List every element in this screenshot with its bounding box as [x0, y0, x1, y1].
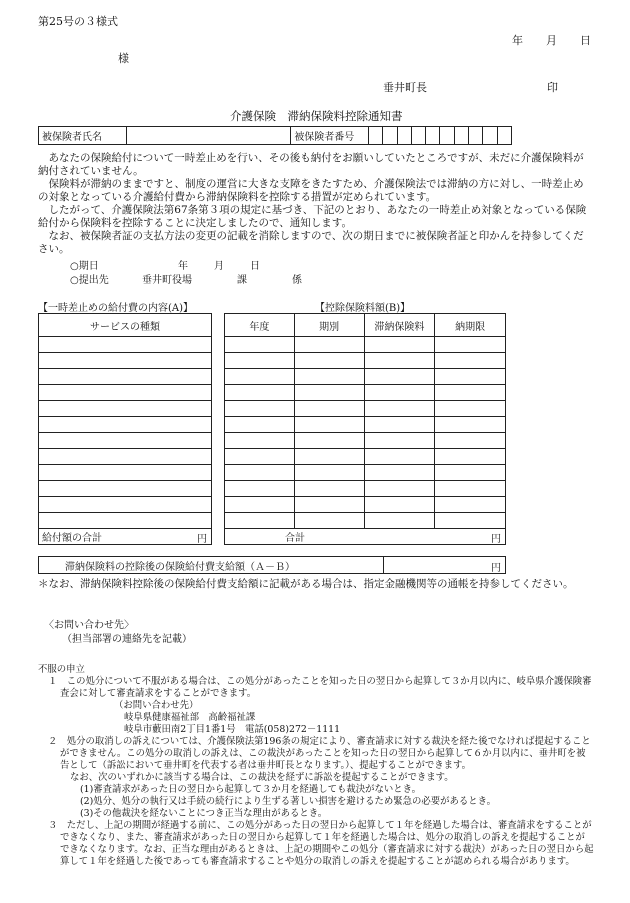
insured-number-digit	[454, 127, 468, 145]
table-b-cell	[364, 401, 435, 417]
table-b-cell	[225, 465, 295, 481]
table-b-cell	[294, 449, 364, 465]
submit-label: ○提出先	[70, 275, 109, 286]
objection-contact-title: （お問い合わせ先）	[114, 700, 199, 711]
objection-section	[38, 664, 594, 868]
payment-amount-cell	[384, 557, 506, 574]
table-b-cell	[364, 481, 435, 497]
table-b-cell	[364, 497, 435, 513]
table-b-cell	[225, 497, 295, 513]
objection-item-2: ２ 処分の取消しの訴えについては、介護保険法第196条の規定により、審査請求に対する裁決を経た後でなければ提起することができません。この処分の取消しの訴えは、この裁決があったことを知った日の翌日から起算して６か月以内に、垂井町を被告として（訴訟において垂井町を代表する者は垂井町長となります。）、提起することができます。	[48, 736, 591, 771]
table-b-cell	[294, 385, 364, 401]
table-a-cell	[39, 337, 212, 353]
body-paragraph: なお、被保険者証の支払方法の変更の記載を消除しますので、次の期日までに被保険者証と印かんを持参してください。	[38, 230, 584, 255]
table-b-cell	[225, 417, 295, 433]
table-b-cell	[435, 353, 506, 369]
table-b-cell	[294, 497, 364, 513]
insured-number-digit	[497, 127, 511, 145]
table-b-cell	[225, 353, 295, 369]
date-day: 日	[580, 34, 591, 47]
table-b-column-header: 期別	[294, 314, 364, 337]
insured-number-label: 被保険者番号	[291, 127, 369, 145]
table-a-cell	[39, 417, 212, 433]
objection-sub-1: (1)審査請求があった日の翌日から起算して３か月を経過しても裁決がないとき。	[80, 784, 421, 795]
addressee-suffix: 様	[118, 52, 129, 65]
table-b-cell	[364, 369, 435, 385]
date-year: 年	[512, 34, 523, 47]
table-b-cell	[225, 449, 295, 465]
table-b-cell	[435, 417, 506, 433]
table-b-cell	[435, 449, 506, 465]
table-b-cell	[225, 513, 295, 529]
insured-number-digit	[368, 127, 382, 145]
table-b-cell	[435, 465, 506, 481]
body-text	[38, 152, 594, 256]
table-b-total-row	[225, 529, 506, 545]
table-a-cell	[39, 385, 212, 401]
table-b-cell	[225, 401, 295, 417]
table-a-column-header: サービスの種類	[39, 314, 212, 337]
body-paragraph: 保険料が滞納のままですと、制度の運営に大きな支障をきたすため、介護保険法では滞納の方に対し、一時差止めの対象となっている介護給付費から滞納保険料を控除する措置が定められています。	[38, 178, 584, 203]
table-b-cell	[435, 337, 506, 353]
table-b-column-header: 滞納保険料	[364, 314, 435, 337]
objection-title: 不服の申立	[38, 664, 85, 675]
table-b	[224, 313, 506, 545]
table-a-total-label: 給付額の合計	[42, 533, 102, 544]
insured-number-digit	[411, 127, 425, 145]
table-b-cell	[294, 401, 364, 417]
table-a-cell	[39, 513, 212, 529]
table-a-heading: 【一時差止めの給付費の内容(A)】	[38, 303, 194, 314]
table-b-cell	[294, 513, 364, 529]
table-b-cell	[435, 497, 506, 513]
table-a-total-row	[39, 529, 212, 545]
objection-item-3: ３ ただし、上記の期間が経過する前に、この処分があった日の翌日から起算して１年を経過した場合は、審査請求をすることができなくなり、また、審査請求があった日の翌日から起算して１年を経過した場合は、処分の取消しの訴えを提起することができなくなります。なお、正当な理由があるときは、上記の期間やこの処分（審査請求に対する裁決）があった日の翌日から起算して１年を経過した後であっても審査請求することや処分の取消しの訴えを提起することが認められる場合があります。	[48, 820, 594, 867]
table-b-cell	[435, 513, 506, 529]
inquiry-title: 〈お問い合わせ先〉	[44, 620, 134, 631]
table-b-cell	[435, 369, 506, 385]
table-b-cell	[294, 481, 364, 497]
table-b-cell	[225, 369, 295, 385]
yen-unit: 円	[197, 534, 207, 545]
date-month: 月	[546, 34, 557, 47]
objection-sub-3: (3)その他裁決を経ないことにつき正当な理由があるとき。	[80, 808, 328, 819]
table-b-cell	[364, 513, 435, 529]
insured-number-digit	[397, 127, 411, 145]
table-b-cell	[364, 385, 435, 401]
due-year: 年	[178, 261, 188, 272]
table-b-cell	[435, 481, 506, 497]
objection-item-1: １ この処分について不服がある場合は、この処分があったことを知った日の翌日から起算して３か月以内に、岐阜県介護保険審査会に対して審査請求をすることができます。	[48, 676, 592, 699]
body-paragraph: あなたの保険給付について一時差止めを行い、その後も納付をお願いしていたところですが、未だに介護保険料が納付されていません。	[38, 152, 584, 177]
form-number: 第25号の３様式	[38, 15, 118, 28]
table-b-cell	[435, 433, 506, 449]
table-a	[38, 313, 212, 545]
objection-sub-2: (2)処分、処分の執行又は手続の続行により生ずる著しい損害を避けるため緊急の必要があるとき。	[80, 796, 497, 807]
table-a-cell	[39, 433, 212, 449]
insured-number-digit	[440, 127, 454, 145]
insured-number-digit	[426, 127, 440, 145]
bankbook-note: ＊なお、滞納保険料控除後の保険給付費支給額に記載がある場合は、指定金融機関等の通帳を持参してください。	[38, 578, 574, 590]
issuer: 垂井町長	[383, 81, 427, 94]
insured-number-digit	[483, 127, 497, 145]
table-a-cell	[39, 401, 212, 417]
due-label: ○期日	[70, 261, 99, 272]
table-b-column-header: 納期限	[435, 314, 506, 337]
table-b-cell	[294, 353, 364, 369]
yen-unit: 円	[491, 534, 501, 545]
table-b-cell	[294, 433, 364, 449]
objection-item-2b: なお、次のいずれかに該当する場合は、この裁決を経ずに訴訟を提起することができます。	[70, 772, 454, 783]
table-b-cell	[225, 433, 295, 449]
payment-table	[38, 556, 506, 574]
table-a-cell	[39, 497, 212, 513]
yen-unit: 円	[491, 563, 501, 574]
table-b-cell	[364, 417, 435, 433]
submit-section: 課	[237, 275, 247, 286]
due-month: 月	[214, 261, 224, 272]
document-title: 介護保険 滞納保険料控除通知書	[230, 109, 403, 123]
due-day: 日	[250, 261, 260, 272]
body-paragraph: したがって、介護保険法第67条第３項の規定に基づき、下記のとおり、あなたの一時差止め対象となっている保険給付から保険料を控除することに決定しましたので、通知します。	[38, 204, 587, 229]
table-b-cell	[294, 337, 364, 353]
table-b-cell	[435, 385, 506, 401]
table-b-cell	[364, 449, 435, 465]
insured-name-cell	[126, 127, 290, 145]
table-b-column-header: 年度	[225, 314, 295, 337]
objection-contact-address: 岐阜市藪田南2丁目1番1号 電話(058)272－1111	[124, 724, 341, 735]
table-b-cell	[364, 433, 435, 449]
inquiry-detail: （担当部署の連絡先を記載）	[62, 634, 192, 645]
table-b-cell	[364, 353, 435, 369]
submit-place: 垂井町役場	[142, 275, 192, 286]
table-b-cell	[294, 417, 364, 433]
table-b-cell	[364, 337, 435, 353]
submit-staff: 係	[292, 275, 302, 286]
table-a-cell	[39, 465, 212, 481]
table-a-cell	[39, 353, 212, 369]
table-b-cell	[225, 481, 295, 497]
table-a-cell	[39, 481, 212, 497]
insured-number-digit	[469, 127, 483, 145]
table-b-cell	[225, 385, 295, 401]
table-b-cell	[294, 465, 364, 481]
table-b-cell	[435, 401, 506, 417]
table-b-cell	[225, 337, 295, 353]
insured-number-digit	[383, 127, 397, 145]
objection-contact-dept: 岐阜県健康福祉部 高齢福祉課	[124, 712, 256, 723]
insured-info-table	[38, 126, 512, 145]
table-b-heading: 【控除保険料額(B)】	[315, 303, 411, 314]
seal-mark: 印	[547, 81, 558, 94]
table-b-cell	[364, 465, 435, 481]
table-a-cell	[39, 449, 212, 465]
insured-name-label: 被保険者氏名	[39, 127, 127, 145]
table-a-cell	[39, 369, 212, 385]
payment-label: 滞納保険料の控除後の保険給付費支給額（Ａ－Ｂ）	[39, 557, 384, 574]
table-b-cell	[294, 369, 364, 385]
table-b-total-label: 合計	[285, 533, 305, 544]
